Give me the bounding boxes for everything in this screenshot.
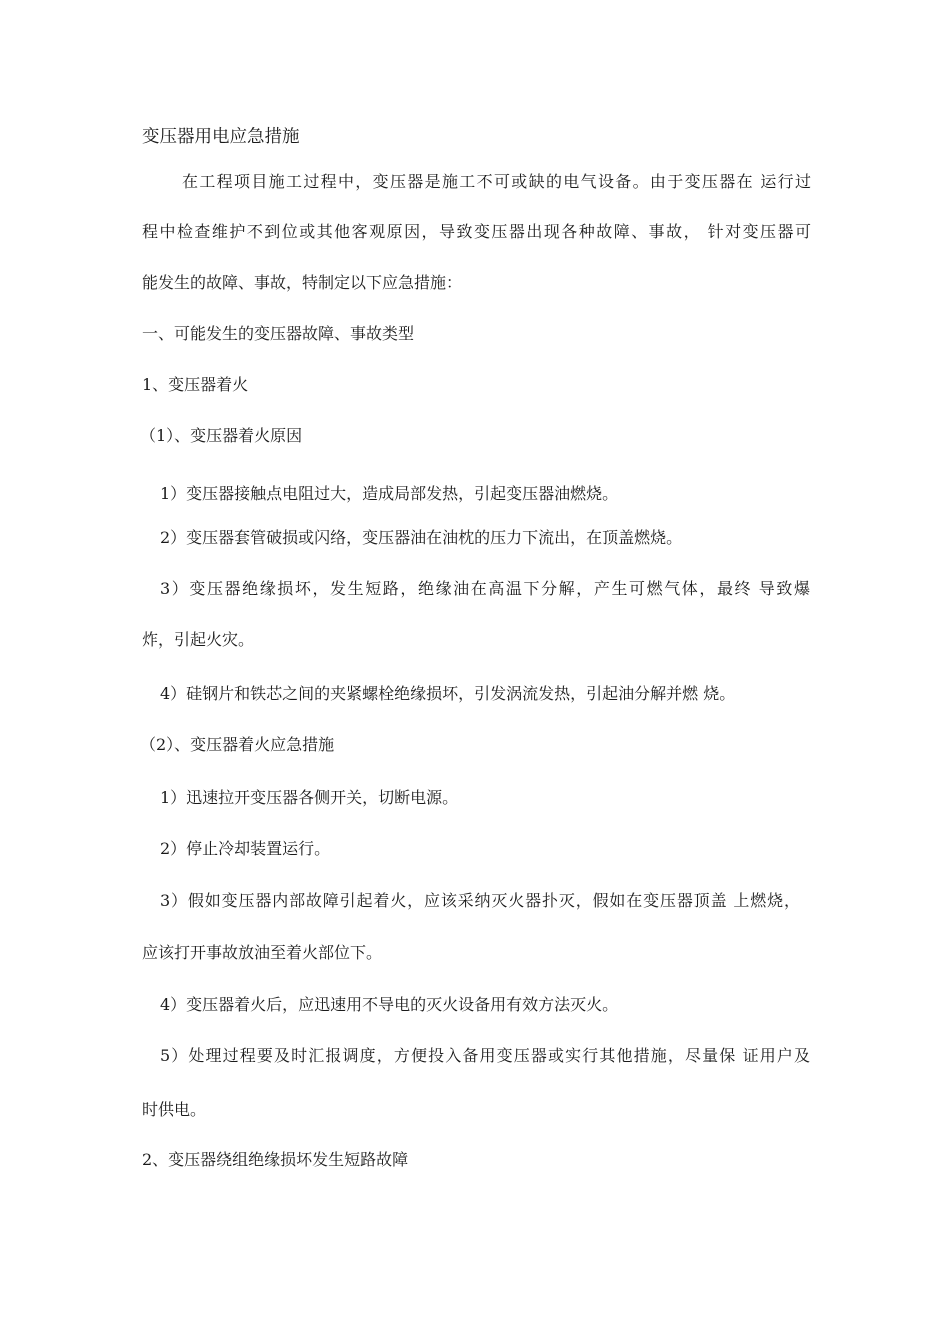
sub-heading-fire-measures: （2）、变压器着火应急措施 — [140, 735, 335, 754]
intro-line-3: 能发生的故障、事故，特制定以下应急措施： — [142, 273, 463, 292]
measure-item-3-cont: 应该打开事故放油至着火部位下。 — [142, 943, 383, 962]
sub-heading-fire-causes: （1）、变压器着火原因 — [140, 426, 303, 445]
measure-item-2: 2）停止冷却装置运行。 — [160, 839, 331, 858]
cause-item-3: 3）变压器绝缘损坏，发生短路，绝缘油在高温下分解，产生可燃气体，最终 导致爆 — [160, 579, 810, 598]
section-heading-1: 一、可能发生的变压器故障、事故类型 — [142, 324, 415, 343]
measure-item-1: 1）迅速拉开变压器各侧开关，切断电源。 — [160, 788, 459, 807]
intro-line-2: 程中检查维护不到位或其他客观原因，导致变压器出现各种故障、事故， 针对变压器可 — [142, 222, 811, 241]
cause-item-1: 1）变压器接触点电阻过大，造成局部发热，引起变压器油燃烧。 — [160, 484, 619, 503]
cause-item-3-cont: 炸，引起火灾。 — [142, 630, 255, 649]
measure-item-4: 4）变压器着火后，应迅速用不导电的灭火设备用有效方法灭火。 — [160, 995, 619, 1014]
cause-item-4: 4）硅钢片和铁芯之间的夹紧螺栓绝缘损坏，引发涡流发热，引起油分解并燃 烧。 — [160, 684, 736, 703]
measure-item-3: 3）假如变压器内部故障引起着火，应该采纳灭火器扑灭，假如在变压器顶盖 上燃烧， — [160, 891, 800, 910]
intro-line-1: 在工程项目施工过程中，变压器是施工不可或缺的电气设备。由于变压器在 运行过 — [182, 172, 811, 191]
document-title: 变压器用电应急措施 — [142, 127, 300, 147]
measure-item-5-cont: 时供电。 — [142, 1100, 207, 1119]
item-heading-1: 1、变压器着火 — [142, 375, 249, 394]
measure-item-5: 5）处理过程要及时汇报调度，方便投入备用变压器或实行其他措施，尽量保 证用户及 — [160, 1046, 810, 1065]
cause-item-2: 2）变压器套管破损或闪络，变压器油在油枕的压力下流出，在顶盖燃烧。 — [160, 528, 683, 547]
item-heading-2: 2、变压器绕组绝缘损坏发生短路故障 — [142, 1150, 409, 1169]
